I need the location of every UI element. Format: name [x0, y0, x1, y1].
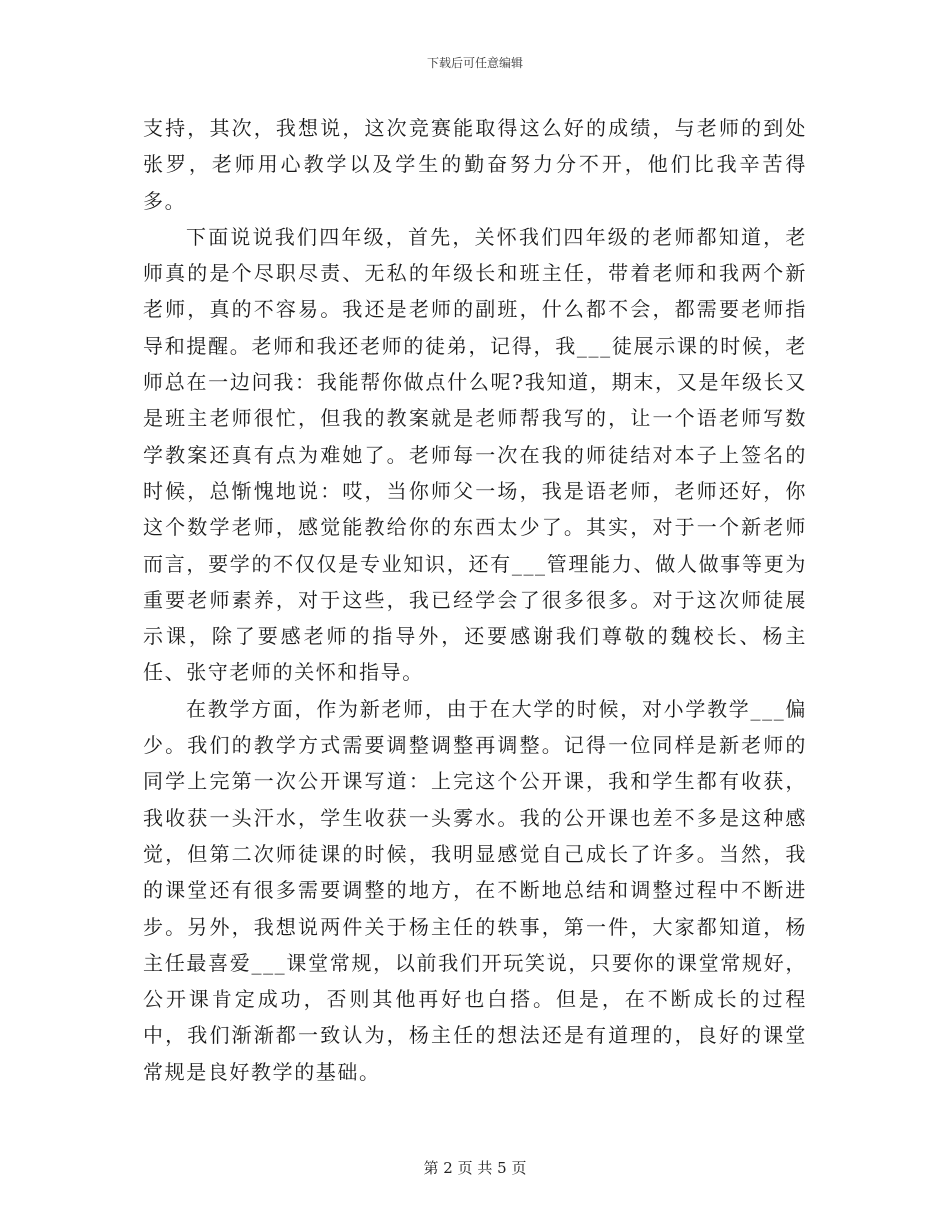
paragraph-1: 支持，其次，我想说，这次竞赛能取得这么好的成绩，与老师的到处张罗，老师用心教学以及学生的勤奋努力分不开，他们比我辛苦得多。 — [143, 116, 807, 213]
document-body — [143, 110, 807, 1090]
paragraph-2: 下面说说我们四年级，首先，关怀我们四年级的老师都知道，老师真的是个尽职尽责、无私的年级长和班主任，带着老师和我两个新老师，真的不容易。我还是老师的副班，什么都不会，都需要老师指导和提醒。老师和我还老师的徒弟，记得，我___徒展示课的时候，老师总在一边问我：我能帮你做点什么呢?我知道，期末，又是年级长又是班主老师很忙，但我的教案就是老师帮我写的，让一个语老师写数学教案还真有点为难她了。老师每一次在我的师徒结对本子上签名的时候，总惭愧地说：哎，当你师父一场，我是语老师，老师还好，你这个数学老师，感觉能教给你的东西太少了。其实，对于一个新老师而言，要学的不仅仅是专业知识，还有___管理能力、做人做事等更为重要老师素养，对于这些，我已经学会了很多很多。对于这次师徒展示课，除了要感老师的指导外，还要感谢我们尊敬的魏校长、杨主任、张守老师的关怀和指导。 — [143, 224, 807, 685]
paragraph-3: 在教学方面，作为新老师，由于在大学的时候，对小学教学___偏少。我们的教学方式需要调整调整再调整。记得一位同样是新老师的同学上完第一次公开课写道：上完这个公开课，我和学生都有收获，我收获一头汗水，学生收获一头雾水。我的公开课也差不多是这种感觉，但第二次师徒课的时候，我明显感觉自己成长了许多。当然，我的课堂还有很多需要调整的地方，在不断地总结和调整过程中不断进步。另外，我想说两件关于杨主任的轶事，第一件，大家都知道，杨主任最喜爱___课堂常规，以前我们开玩笑说，只要你的课堂常规好，公开课肯定成功，否则其他再好也白搭。但是，在不断成长的过程中，我们渐渐都一致认为，杨主任的想法还是有道理的，良好的课堂常规是良好教学的基础。 — [143, 696, 807, 1084]
page-header: 下载后可任意编辑 — [426, 56, 523, 70]
page-footer: 第 2 页 共 5 页 — [423, 1159, 527, 1177]
